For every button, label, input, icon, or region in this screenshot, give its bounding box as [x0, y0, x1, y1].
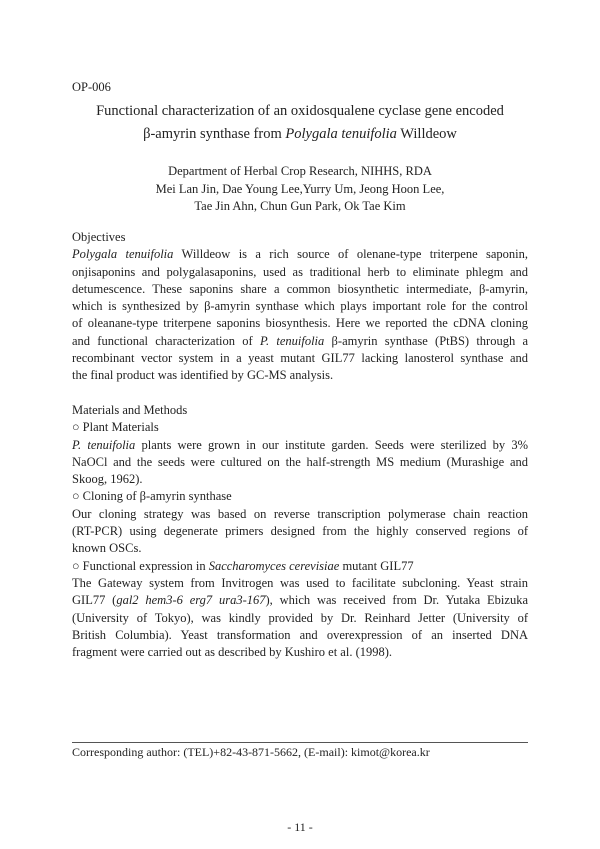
italic-text: Polygala tenuifolia [72, 247, 174, 262]
italic-text: Saccharomyces cerevisiae [208, 558, 340, 573]
text-line [72, 298, 528, 315]
text-segment: onjisaponins and polygalasaponins, used as traditional herb to eliminate phlegm and [72, 264, 528, 279]
text-segment: ○ Functional expression in [72, 558, 209, 573]
italic-text: gal2 hem3-6 erg7 ura3-167 [116, 593, 266, 608]
text-segment: and functional characterization of [72, 333, 260, 348]
text-segment: Materials and Methods [72, 402, 188, 417]
blank-line [72, 385, 528, 402]
text-segment: GIL77 ( [72, 593, 117, 608]
text-segment: (RT-PCR) using degenerate primers designed from the highly conserved regions of [72, 524, 528, 539]
authors-line-1: Mei Lan Jin, Dae Young Lee,Yurry Um, Jeong Hoon Lee, [155, 182, 445, 196]
text-line [72, 558, 528, 575]
text-line [72, 471, 528, 488]
text-line [72, 610, 528, 627]
text-line [72, 333, 528, 350]
text-segment: the final product was identified by GC-MS analysis. [72, 368, 334, 383]
corresponding-author: Corresponding author: (TEL)+82-43-871-5662, (E-mail): kimot@korea.kr [72, 745, 430, 759]
text-segment: of oleanane-type triterpene saponins biosynthesis. Here we reported the cDNA cloning [72, 316, 528, 331]
abstract-code: OP-006 [72, 80, 111, 94]
text-line [72, 246, 528, 263]
text-line [72, 488, 528, 505]
italic-text: P. tenuifolia [72, 437, 136, 452]
text-segment: recombinant vector system in a yeast mutant GIL77 lacking lanosterol synthase and [72, 351, 528, 366]
text-segment: β-amyrin synthase (PtBS) through a [324, 333, 529, 348]
abstract-body [72, 229, 528, 661]
text-segment: (University of Tokyo), was kindly provided by Dr. Reinhard Jetter (University of [72, 610, 528, 625]
text-segment: NaOCl and the seeds were cultured on the half-strength MS medium (Murashige and [72, 454, 528, 469]
text-segment: Willdeow is a rich source of olenane-type triterpene saponin, [173, 247, 528, 262]
text-segment: plants were grown in our institute garden. Seeds were sterilized by 3% [135, 437, 528, 452]
text-line [72, 523, 528, 540]
affiliation: Department of Herbal Crop Research, NIHHS, RDA [168, 164, 432, 178]
title-line-2 [40, 126, 560, 143]
text-line [72, 367, 528, 384]
text-segment: known OSCs. [72, 541, 142, 556]
text-line [72, 264, 528, 281]
text-line [72, 437, 528, 454]
text-segment: ○ Cloning of β-amyrin synthase [72, 489, 232, 504]
text-line [72, 540, 528, 557]
text-line [72, 627, 528, 644]
page-number: - 11 - [287, 820, 313, 834]
text-segment: ), which was received from Dr. Yutaka Ebizuka [265, 593, 529, 608]
text-line [72, 454, 528, 471]
text-line [72, 402, 528, 419]
text-segment: mutant GIL77 [339, 558, 414, 573]
text-segment: British Columbia). Yeast transformation and overexpression of an inserted DNA [72, 627, 528, 642]
title-part: Willdeow [396, 126, 457, 142]
text-line [72, 644, 528, 661]
text-line [72, 592, 528, 609]
text-line [72, 350, 528, 367]
title-species: Polygala tenuifolia [285, 126, 397, 142]
text-line [72, 419, 528, 436]
text-line [72, 575, 528, 592]
text-segment: The Gateway system from Invitrogen was used to facilitate subcloning. Yeast strain [72, 575, 528, 590]
text-line [72, 315, 528, 332]
authors-line-2: Tae Jin Ahn, Chun Gun Park, Ok Tae Kim [194, 199, 406, 213]
text-segment: Our cloning strategy was based on reverse transcription polymerase chain reaction [72, 506, 528, 521]
text-segment: detumescence. These saponins share a common biosynthetic intermediate, β-amyrin, [72, 281, 528, 296]
text-segment: fragment were carried out as described by Kushiro et al. (1998). [72, 645, 393, 660]
text-line [72, 229, 528, 246]
text-segment: Skoog, 1962). [72, 472, 143, 487]
text-line [72, 506, 528, 523]
text-segment: ○ Plant Materials [72, 420, 159, 435]
italic-text: P. tenuifolia [259, 333, 325, 348]
text-line [72, 281, 528, 298]
title-part: β-amyrin synthase from [143, 126, 286, 142]
title-line-1: Functional characterization of an oxidosqualene cyclase gene encoded [96, 103, 504, 119]
text-segment: Objectives [72, 230, 126, 244]
footnote-divider [72, 742, 528, 743]
text-segment: which is synthesized by β-amyrin synthase which plays important role for the control [72, 299, 528, 314]
